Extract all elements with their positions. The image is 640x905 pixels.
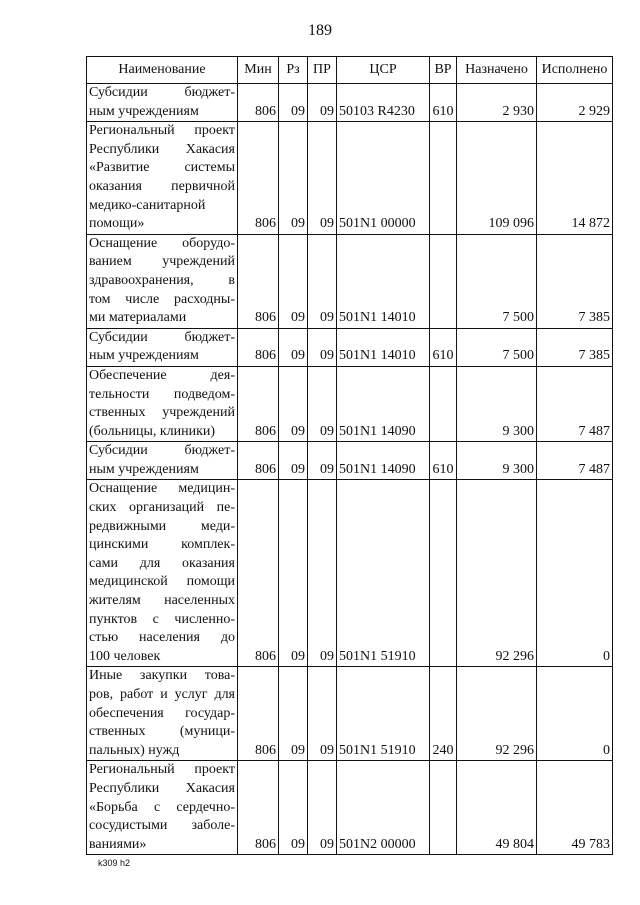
row-name: [87, 328, 238, 366]
table-row: [87, 761, 613, 855]
row-executed: 2 929: [537, 84, 613, 122]
row-csr: 501N1 14090: [337, 366, 430, 441]
table-row: [87, 84, 613, 122]
row-csr: 501N1 51910: [337, 667, 430, 761]
row-name-line: ров, работ и услуг для: [89, 687, 235, 702]
row-pr: 09: [308, 366, 337, 441]
row-pr: 09: [308, 667, 337, 761]
row-pr: 09: [308, 761, 337, 855]
row-executed: 0: [537, 480, 613, 667]
table-row: [87, 122, 613, 235]
row-rz: 09: [279, 366, 308, 441]
row-csr: 501N1 51910: [337, 480, 430, 667]
row-vr: 610: [430, 442, 457, 480]
row-vr: [430, 761, 457, 855]
row-rz: 09: [279, 84, 308, 122]
header-min: Мин: [238, 57, 279, 84]
row-name-line: ственных учреждений: [89, 405, 235, 421]
row-csr: 501N2 00000: [337, 761, 430, 855]
row-name-line: ным учреждениям: [89, 103, 199, 119]
row-min: 806: [238, 667, 279, 761]
row-executed: 14 872: [537, 122, 613, 235]
row-name-line: тельности подведом-: [89, 386, 235, 402]
row-assigned: 109 096: [457, 122, 537, 235]
row-min: 806: [238, 366, 279, 441]
row-name: [87, 442, 238, 480]
header-executed: Исполнено: [537, 57, 613, 84]
row-name-line: Субсидии бюджет-: [89, 443, 235, 459]
row-name-line: «Борьба с сердечно-: [89, 799, 235, 815]
row-assigned: 9 300: [457, 366, 537, 441]
row-name: [87, 84, 238, 122]
row-name-line: редвижными меди-: [89, 518, 235, 534]
row-pr: 09: [308, 122, 337, 235]
row-min: 806: [238, 480, 279, 667]
table-row: [87, 328, 613, 366]
row-name: [87, 122, 238, 235]
row-rz: 09: [279, 761, 308, 855]
row-name-line: оказания первичной: [89, 178, 235, 194]
row-min: 806: [238, 442, 279, 480]
row-vr: [430, 234, 457, 328]
row-vr: [430, 480, 457, 667]
row-executed: 7 487: [537, 366, 613, 441]
row-name: [87, 761, 238, 855]
row-name-line: ваниями»: [89, 836, 147, 852]
row-name-line: ственных (муници-: [89, 724, 235, 740]
row-name-line: пунктов с численно-: [89, 611, 235, 627]
row-assigned: 7 500: [457, 234, 537, 328]
row-name-line: ным учреждениям: [89, 461, 199, 477]
row-name: [87, 366, 238, 441]
row-name-line: Республики Хакасия: [89, 780, 235, 796]
row-name-line: обеспечения государ-: [89, 705, 235, 721]
row-rz: 09: [279, 480, 308, 667]
row-assigned: 7 500: [457, 328, 537, 366]
row-rz: 09: [279, 328, 308, 366]
row-executed: 49 783: [537, 761, 613, 855]
row-name-line: Субсидии бюджет-: [89, 329, 235, 345]
row-name-line: Оснащение оборудо-: [89, 235, 235, 251]
header-rz: Рз: [279, 57, 308, 84]
row-min: 806: [238, 761, 279, 855]
row-assigned: 49 804: [457, 761, 537, 855]
header-name: Наименование: [87, 57, 238, 84]
row-name-line: Республики Хакасия: [89, 141, 235, 157]
row-vr: 610: [430, 84, 457, 122]
row-vr: [430, 366, 457, 441]
row-name-line: Иные закупки това-: [89, 668, 235, 684]
table-row: [87, 480, 613, 667]
row-name-line: 100 человек: [89, 648, 161, 664]
row-name-line: здравоохранения, в: [89, 272, 235, 288]
row-name-line: пальных) нужд: [89, 742, 180, 758]
row-csr: 501N1 14010: [337, 234, 430, 328]
header-pr: ПР: [308, 57, 337, 84]
row-name-line: ских организаций пе-: [89, 500, 235, 516]
row-name-line: ми материалами: [89, 310, 187, 326]
row-name-line: Региональный проект: [89, 762, 235, 778]
row-name-line: ванием учреждений: [89, 254, 235, 270]
row-vr: 240: [430, 667, 457, 761]
table-header-row: [87, 57, 613, 84]
row-vr: [430, 122, 457, 235]
row-csr: 501N1 14090: [337, 442, 430, 480]
row-rz: 09: [279, 442, 308, 480]
row-name-line: том числе расходны-: [89, 291, 235, 307]
row-min: 806: [238, 122, 279, 235]
row-name: [87, 480, 238, 667]
row-name-line: Субсидии бюджет-: [89, 85, 235, 100]
table-row: [87, 234, 613, 328]
row-csr: 501N1 00000: [337, 122, 430, 235]
row-pr: 09: [308, 328, 337, 366]
row-min: 806: [238, 234, 279, 328]
row-executed: 7 385: [537, 234, 613, 328]
page-number: 189: [308, 22, 332, 39]
row-assigned: 92 296: [457, 480, 537, 667]
row-name-line: «Развитие системы: [89, 160, 235, 176]
row-pr: 09: [308, 234, 337, 328]
row-name-line: ным учреждениям: [89, 348, 199, 364]
footer-code: k309 h2: [98, 858, 131, 868]
row-vr: 610: [430, 328, 457, 366]
row-min: 806: [238, 328, 279, 366]
row-pr: 09: [308, 442, 337, 480]
budget-table: [86, 56, 613, 855]
row-name-line: стью населения до: [89, 630, 235, 646]
row-pr: 09: [308, 480, 337, 667]
row-name-line: медико-санитарной: [89, 197, 206, 213]
header-csr: ЦСР: [337, 57, 430, 84]
row-name-line: Региональный проект: [89, 123, 235, 139]
table-row: [87, 366, 613, 441]
row-name-line: сосудистыми заболе-: [89, 818, 235, 834]
row-executed: 0: [537, 667, 613, 761]
row-name-line: цинскими комплек-: [89, 537, 235, 553]
row-executed: 7 385: [537, 328, 613, 366]
row-name-line: Оснащение медицин-: [89, 481, 235, 497]
table-row: [87, 442, 613, 480]
row-rz: 09: [279, 234, 308, 328]
table-body: [87, 84, 613, 855]
row-pr: 09: [308, 84, 337, 122]
row-csr: 50103 R4230: [337, 84, 430, 122]
row-name: [87, 667, 238, 761]
row-assigned: 9 300: [457, 442, 537, 480]
row-assigned: 2 930: [457, 84, 537, 122]
row-rz: 09: [279, 122, 308, 235]
header-vr: ВР: [430, 57, 457, 84]
header-assigned: Назначено: [457, 57, 537, 84]
row-name-line: помощи»: [89, 216, 145, 232]
row-name-line: медицинской помощи: [89, 574, 235, 590]
row-min: 806: [238, 84, 279, 122]
row-name-line: жителям населенных: [89, 593, 235, 609]
row-assigned: 92 296: [457, 667, 537, 761]
row-name-line: (больницы, клиники): [89, 423, 216, 439]
row-csr: 501N1 14010: [337, 328, 430, 366]
row-rz: 09: [279, 667, 308, 761]
row-executed: 7 487: [537, 442, 613, 480]
row-name-line: сами для оказания: [89, 555, 235, 571]
row-name-line: Обеспечение дея-: [89, 367, 235, 383]
table-row: [87, 667, 613, 761]
row-name: [87, 234, 238, 328]
